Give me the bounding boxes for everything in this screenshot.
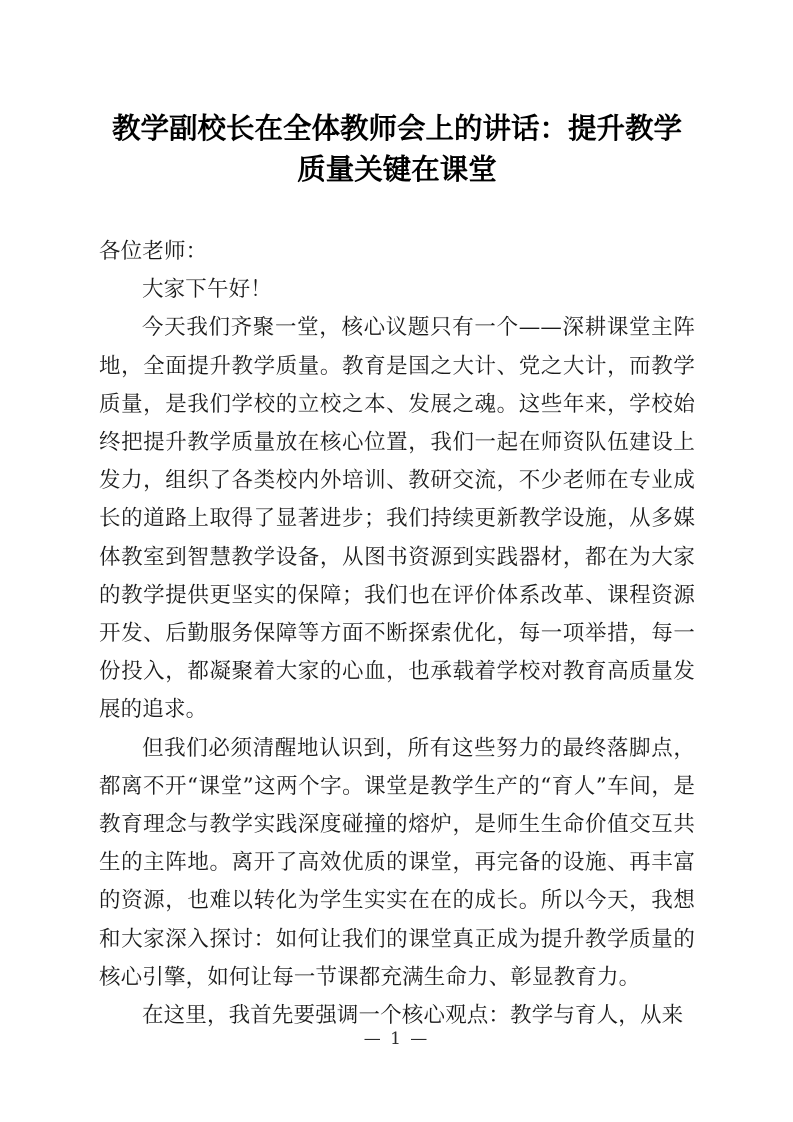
page-number-footer: — 1 — [363, 1029, 430, 1049]
paragraph-core-viewpoint: 在这里，我首先要强调一个核心观点：教学与育人，从来 [142, 1003, 684, 1029]
paragraph-classroom-focus: 但我们必须清醒地认识到，所有这些努力的最终落脚点，都离不开“课堂”这两个字。课堂是教学生产的“育人”车间，是教育理念与教学实践深度碰撞的熔炉，是师生生命价值交互共生的主阵地。离开了高效优质的课堂，再完备的设施、再丰富的资源，也难以转化为学生实实在在的成长。所以今天，我想和大家深入探讨：如何让我们的课堂真正成为提升教学质量的核心引擎，如何让每一节课都充满生命力、彰显教育力。 [99, 735, 695, 990]
document-body [99, 233, 695, 1035]
paragraph-opening-theme: 今天我们齐聚一堂，核心议题只有一个——深耕课堂主阵地，全面提升教学质量。教育是国之大计、党之大计，而教学质量，是我们学校的立校之本、发展之魂。这些年来，学校始终把提升教学质量放在核心位置，我们一起在师资队伍建设上发力，组织了各类校内外培训、教研交流，不少老师在专业成长的道路上取得了显著进步；我们持续更新教学设施，从多媒体教室到智慧教学设备，从图书资源到实践器材，都在为大家的教学提供更坚实的保障；我们也在评价体系改革、课程资源开发、后勤服务保障等方面不断探索优化，每一项举措，每一份投入，都凝聚着大家的心血，也承载着学校对教育高质量发展的追求。 [99, 315, 695, 723]
page-content [99, 0, 695, 1035]
paragraph-greeting: 大家下午好！ [142, 277, 272, 303]
page-title: 教学副校长在全体教师会上的讲话：提升教学质量关键在课堂 [111, 112, 682, 186]
salutation: 各位老师： [99, 239, 208, 264]
